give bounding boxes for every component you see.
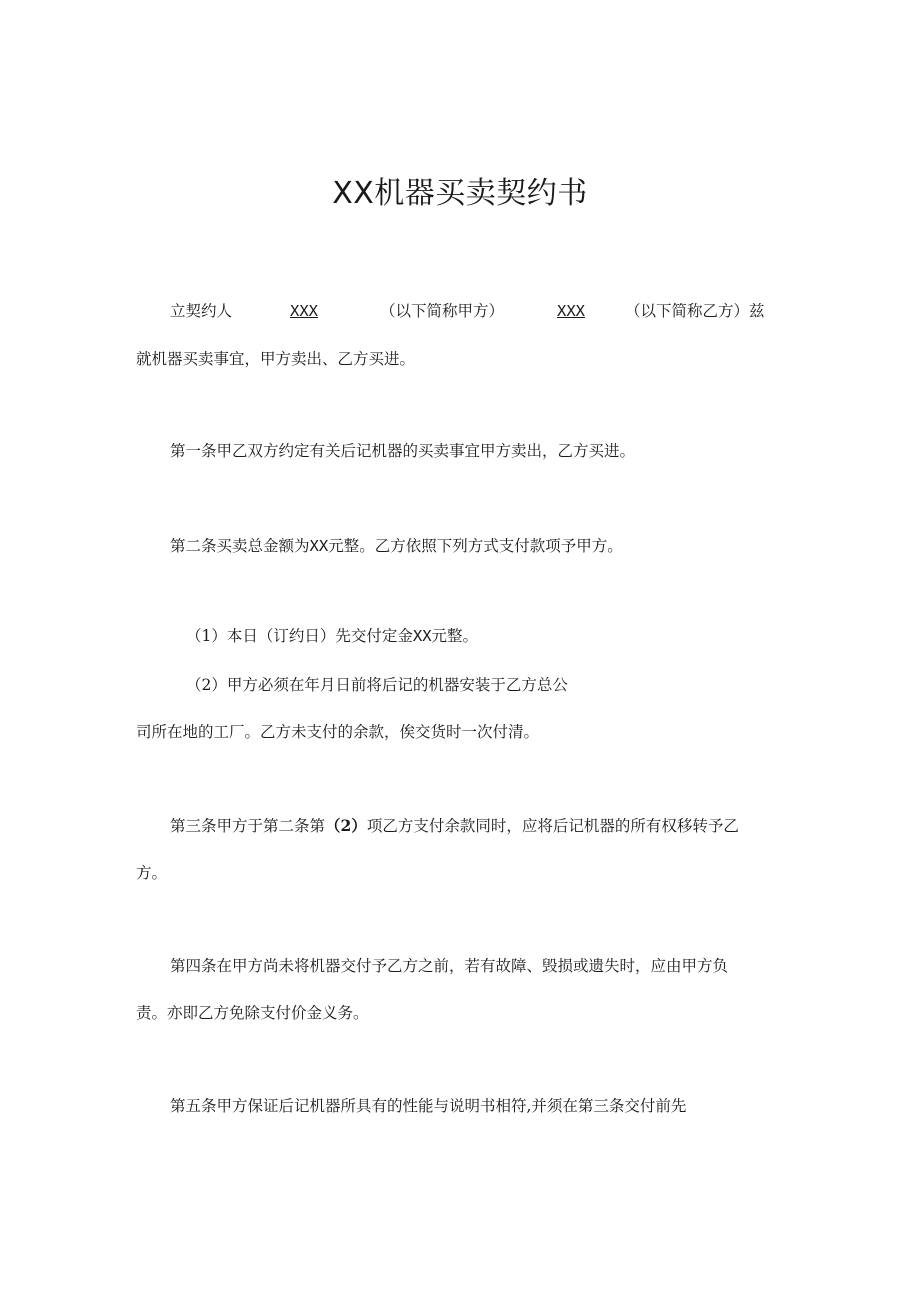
article-4-line-1: 第四条在甲方尚未将机器交付予乙方之前，若有故障、毁损或遗失时，应由甲方负	[170, 957, 729, 975]
article-3-suffix: 项乙方支付余款同时，应将后记机器的所有权移转予乙	[366, 817, 739, 835]
item-1	[186, 625, 478, 647]
item-1-prefix: （1）本日（订约日）先交付定金	[186, 627, 413, 645]
document-title: XX机器买卖契约书	[332, 176, 588, 211]
intro-label: 立契约人	[170, 302, 233, 320]
item-2-line-2: 司所在地的工厂。乙方未支付的余款，俟交货时一次付清。	[136, 723, 540, 741]
item-1-amount: XX	[412, 627, 432, 645]
party-b-name: XXX	[557, 302, 585, 320]
party-a-name: XXX	[290, 302, 318, 320]
article-2-suffix: 元整。乙方依照下列方式支付款项予甲方。	[328, 537, 623, 555]
party-a-alias: （以下简称甲方）	[380, 302, 505, 320]
article-3-item-ref: （2）	[325, 816, 367, 835]
article-2	[170, 535, 623, 557]
article-3-line-1	[170, 815, 739, 837]
article-4-line-2: 责。亦即乙方免除支付价金义务。	[136, 1004, 369, 1022]
article-3-line-2: 方。	[136, 864, 168, 882]
article-3-prefix: 第三条甲方于第二条第	[170, 817, 326, 835]
item-2-line-1: （2）甲方必须在年月日前将后记的机器安装于乙方总公	[186, 676, 568, 694]
article-2-amount: XX	[309, 537, 329, 555]
item-1-suffix: 元整。	[431, 627, 479, 645]
party-b-alias: （以下简称乙方）兹	[625, 302, 765, 320]
article-1: 第一条甲乙双方约定有关后记机器的买卖事宜甲方卖出，乙方买进。	[170, 442, 636, 460]
intro-line-2: 就机器买卖事宜，甲方卖出、乙方买进。	[136, 350, 416, 368]
article-2-prefix: 第二条买卖总金额为	[170, 537, 310, 555]
article-5-line-1: 第五条甲方保证后记机器所具有的性能与说明书相符,并须在第三条交付前先	[170, 1097, 687, 1115]
